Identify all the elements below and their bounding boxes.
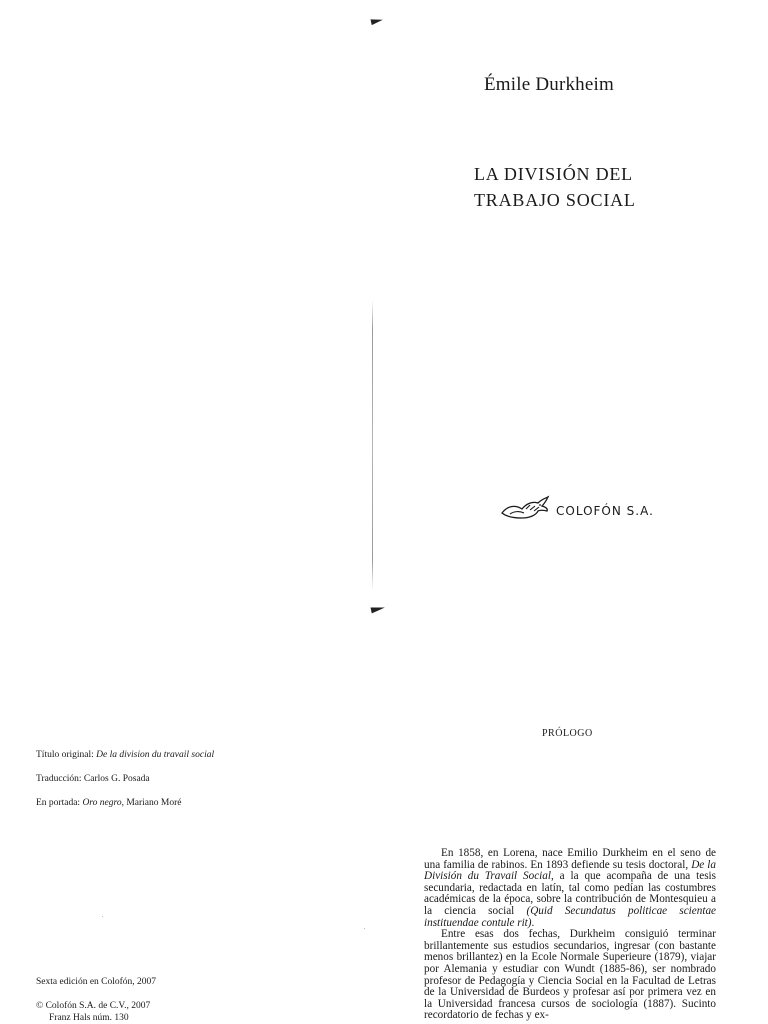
edition-line: Sexta edición en Colofón, 2007	[36, 977, 157, 987]
publisher-imprint	[500, 493, 654, 523]
text-run: En 1858, en Lorena, nace Emilio Durkheim en el seno de una familia de rabinos. En 1893 defiende su tesis doctoral,	[424, 847, 716, 871]
book-title-line: TRABAJO SOCIAL	[474, 190, 636, 210]
italic-title: (Quid Secundatus politicae scientae instituendae contule rit)	[424, 904, 717, 929]
page-gutter	[372, 300, 373, 590]
binding-mark-icon	[371, 17, 384, 25]
cover-artist: , Mariano Moré	[121, 798, 182, 808]
cover-work-title: Oro negro	[82, 798, 122, 808]
book-title	[474, 161, 636, 213]
italic-title: De la División du Travail Social	[424, 858, 716, 883]
address-line: Franz Hals núm. 130	[49, 1013, 129, 1023]
prologue-paragraph: Entre esas dos fechas, Durkheim consiguió terminar brillantemente sus estudios secundarios, ingresar (con bastante menos brillantez) en la Ecole Normale Superieure (1879), viajar por Alemania y estudiar con Wundt (1885-86), ser nombrado profesor de Pedagogía y Ciencia Social en la Facultad de Letras de la Universidad de Burdeos y profesar así por primera vez en la Universidad francesa cursos de sociología (1887). Sucinto recordatorio de fechas y ex-	[424, 928, 716, 1022]
credits-block	[36, 749, 214, 821]
binding-mark-icon	[371, 605, 386, 614]
cover-label: En portada:	[36, 798, 81, 808]
text-run: .	[531, 916, 535, 929]
copyright-line: © Colofón S.A. de C.V., 2007	[36, 1001, 151, 1011]
cover-credit-row	[36, 797, 214, 809]
text-run: , a la que acompaña de una tesis secundaria, redactada en latín, tal como pedían las costumbres académicas de la época, sobre la contribución de Montesquieu a la ciencia social	[424, 870, 717, 917]
prologue-heading: PRÓLOGO	[542, 728, 593, 739]
author-name: Émile Durkheim	[484, 74, 614, 95]
prologue-body	[424, 848, 716, 1022]
edition-block	[36, 976, 156, 1024]
publisher-name: COLOFÓN S.A.	[556, 504, 654, 518]
speck	[102, 916, 103, 917]
book-title-line: LA DIVISIÓN DEL	[474, 164, 633, 184]
original-title: De la division du travail social	[96, 750, 215, 760]
speck	[364, 928, 365, 929]
prologue-paragraph	[424, 848, 716, 929]
translation-credit: Traducción: Carlos G. Posada	[36, 774, 150, 784]
original-title-label: Título original:	[36, 750, 94, 760]
colofon-bird-logo-icon	[500, 495, 550, 521]
original-title-row	[36, 749, 214, 761]
